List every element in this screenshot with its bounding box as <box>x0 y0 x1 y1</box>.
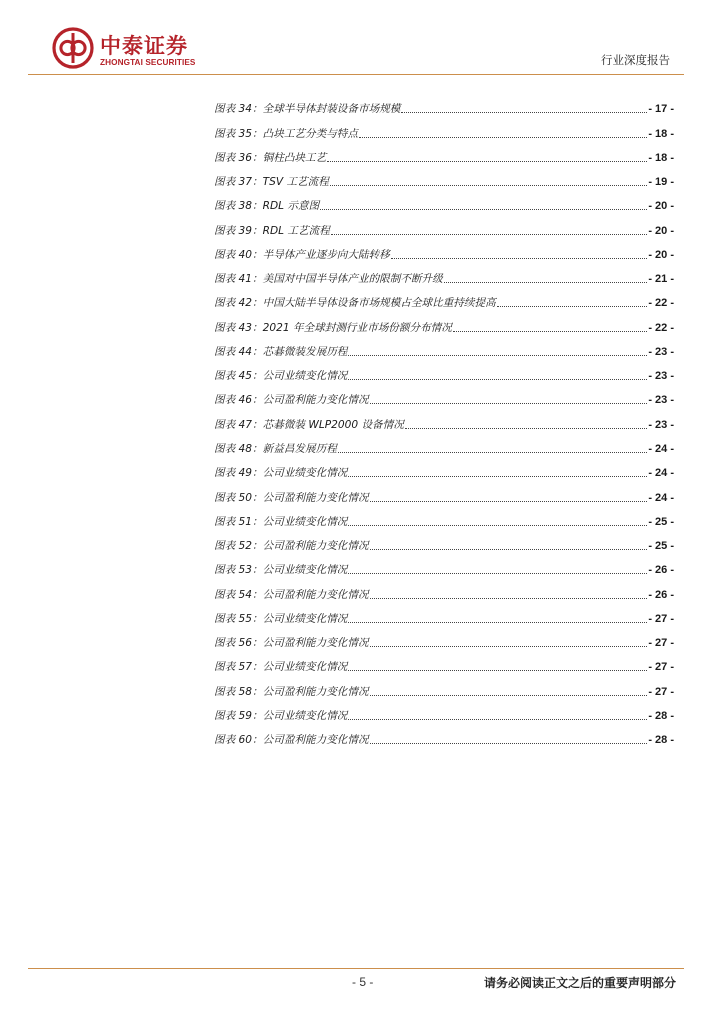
toc-entry-title: 图表 60：公司盈利能力变化情况 <box>214 734 369 747</box>
toc-entry-page: - 20 - <box>648 248 674 261</box>
toc-entry-page: - 18 - <box>648 151 674 164</box>
toc-entry-title: 图表 59：公司业绩变化情况 <box>214 709 348 722</box>
toc-entry[interactable] <box>214 626 674 650</box>
toc-entry-title: 图表 56：公司盈利能力变化情况 <box>214 637 369 650</box>
toc-entry[interactable] <box>214 213 674 237</box>
toc-entry[interactable] <box>214 723 674 747</box>
toc-entry-page: - 25 - <box>648 540 674 553</box>
toc-entry-title: 图表 40：半导体产业逐步向大陆转移 <box>214 248 390 261</box>
toc-leader-dots <box>327 160 647 162</box>
toc-entry-page: - 24 - <box>648 467 674 480</box>
toc-entry-page: - 28 - <box>648 709 674 722</box>
toc-leader-dots <box>348 378 647 380</box>
toc-leader-dots <box>444 281 648 283</box>
toc-entry-title: 图表 57：公司业绩变化情况 <box>214 661 348 674</box>
toc-entry-page: - 23 - <box>648 418 674 431</box>
toc-leader-dots <box>348 475 647 477</box>
toc-leader-dots <box>453 330 647 332</box>
toc-entry[interactable] <box>214 650 674 674</box>
toc-entry-page: - 22 - <box>648 297 674 310</box>
toc-entry-page: - 25 - <box>648 515 674 528</box>
toc-entry-page: - 22 - <box>648 321 674 334</box>
toc-entry-title: 图表 55：公司业绩变化情况 <box>214 612 348 625</box>
toc-leader-dots <box>348 621 647 623</box>
toc-leader-dots <box>497 305 648 307</box>
toc-entry-title: 图表 39：RDL 工艺流程 <box>214 224 330 237</box>
toc-entry[interactable] <box>214 383 674 407</box>
toc-entry[interactable] <box>214 456 674 480</box>
toc-entry-page: - 20 - <box>648 224 674 237</box>
toc-entry-page: - 24 - <box>648 491 674 504</box>
toc-entry-title: 图表 49：公司业绩变化情况 <box>214 467 348 480</box>
toc-leader-dots <box>391 257 648 259</box>
toc-entry-page: - 23 - <box>648 345 674 358</box>
figure-list <box>214 92 674 747</box>
toc-leader-dots <box>348 718 647 720</box>
toc-entry[interactable] <box>214 335 674 359</box>
toc-leader-dots <box>370 402 648 404</box>
toc-entry[interactable] <box>214 505 674 529</box>
toc-leader-dots <box>338 451 648 453</box>
toc-entry-title: 图表 45：公司业绩变化情况 <box>214 370 348 383</box>
toc-leader-dots <box>331 233 648 235</box>
toc-leader-dots <box>348 354 647 356</box>
toc-entry-title: 图表 52：公司盈利能力变化情况 <box>214 540 369 553</box>
toc-leader-dots <box>330 184 647 186</box>
toc-entry-title: 图表 38：RDL 示意图 <box>214 200 320 213</box>
toc-leader-dots <box>401 111 647 113</box>
page-header <box>0 0 724 80</box>
toc-entry[interactable] <box>214 165 674 189</box>
toc-entry-title: 图表 34：全球半导体封装设备市场规模 <box>214 103 401 116</box>
toc-leader-dots <box>370 742 648 744</box>
toc-entry[interactable] <box>214 310 674 334</box>
toc-entry[interactable] <box>214 602 674 626</box>
page-number: - 5 - <box>352 975 374 989</box>
toc-entry[interactable] <box>214 480 674 504</box>
logo-english-name: ZHONGTAI SECURITIES <box>100 58 196 67</box>
toc-entry-page: - 20 - <box>648 200 674 213</box>
toc-entry-page: - 26 - <box>648 564 674 577</box>
toc-entry[interactable] <box>214 577 674 601</box>
toc-entry[interactable] <box>214 432 674 456</box>
toc-entry-title: 图表 41：美国对中国半导体产业的限制不断升级 <box>214 273 443 286</box>
zhongtai-logo-icon <box>52 27 94 69</box>
toc-entry[interactable] <box>214 553 674 577</box>
toc-entry[interactable] <box>214 674 674 698</box>
toc-entry-page: - 21 - <box>648 273 674 286</box>
toc-entry-page: - 18 - <box>648 127 674 140</box>
toc-entry-title: 图表 36：铜柱凸块工艺 <box>214 151 327 164</box>
toc-leader-dots <box>348 572 647 574</box>
toc-entry-page: - 28 - <box>648 734 674 747</box>
toc-leader-dots <box>348 524 647 526</box>
toc-entry-title: 图表 58：公司盈利能力变化情况 <box>214 685 369 698</box>
toc-entry-title: 图表 48：新益昌发展历程 <box>214 442 337 455</box>
toc-leader-dots <box>370 548 648 550</box>
toc-leader-dots <box>370 694 648 696</box>
toc-leader-dots <box>370 645 648 647</box>
toc-entry[interactable] <box>214 529 674 553</box>
toc-entry-page: - 27 - <box>648 612 674 625</box>
toc-leader-dots <box>320 208 647 210</box>
report-type-label: 行业深度报告 <box>601 53 670 67</box>
toc-entry[interactable] <box>214 116 674 140</box>
toc-leader-dots <box>405 427 647 429</box>
toc-entry[interactable] <box>214 359 674 383</box>
toc-entry[interactable] <box>214 286 674 310</box>
toc-entry[interactable] <box>214 262 674 286</box>
toc-entry-title: 图表 43：2021 年全球封测行业市场份额分布情况 <box>214 321 452 334</box>
toc-entry[interactable] <box>214 189 674 213</box>
toc-entry[interactable] <box>214 407 674 431</box>
toc-entry-title: 图表 47：芯碁微装 WLP2000 设备情况 <box>214 418 404 431</box>
toc-entry-page: - 27 - <box>648 637 674 650</box>
toc-entry-page: - 23 - <box>648 370 674 383</box>
footer-divider <box>28 968 684 969</box>
toc-entry-page: - 17 - <box>648 103 674 116</box>
toc-entry[interactable] <box>214 699 674 723</box>
toc-entry[interactable] <box>214 238 674 262</box>
toc-entry-page: - 27 - <box>648 661 674 674</box>
toc-entry-title: 图表 54：公司盈利能力变化情况 <box>214 588 369 601</box>
toc-entry-title: 图表 44：芯碁微装发展历程 <box>214 345 348 358</box>
disclaimer-text: 请务必阅读正文之后的重要声明部分 <box>483 976 676 990</box>
toc-entry-title: 图表 37：TSV 工艺流程 <box>214 176 329 189</box>
toc-entry-title: 图表 42：中国大陆半导体设备市场规模占全球比重持续提高 <box>214 297 496 310</box>
toc-entry-page: - 27 - <box>648 685 674 698</box>
toc-entry-page: - 23 - <box>648 394 674 407</box>
toc-entry-title: 图表 35：凸块工艺分类与特点 <box>214 127 358 140</box>
toc-entry-title: 图表 50：公司盈利能力变化情况 <box>214 491 369 504</box>
toc-leader-dots <box>370 597 648 599</box>
toc-leader-dots <box>348 669 647 671</box>
toc-leader-dots <box>370 500 648 502</box>
header-divider <box>28 74 684 75</box>
toc-entry-page: - 24 - <box>648 442 674 455</box>
toc-leader-dots <box>359 136 647 138</box>
toc-entry[interactable] <box>214 92 674 116</box>
logo-chinese-name: 中泰证券 <box>100 34 188 58</box>
toc-entry-page: - 19 - <box>648 176 674 189</box>
toc-entry-title: 图表 46：公司盈利能力变化情况 <box>214 394 369 407</box>
toc-entry-title: 图表 53：公司业绩变化情况 <box>214 564 348 577</box>
toc-entry-page: - 26 - <box>648 588 674 601</box>
toc-entry[interactable] <box>214 141 674 165</box>
toc-entry-title: 图表 51：公司业绩变化情况 <box>214 515 348 528</box>
